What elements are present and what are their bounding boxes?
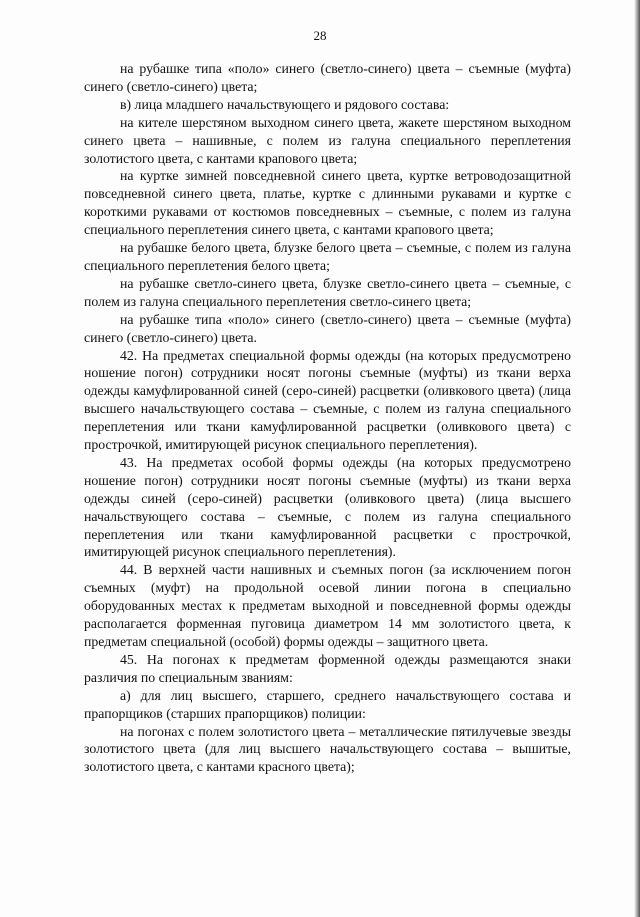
paragraph: 43. На предметах особой формы одежды (на которых предусмотрено ношение погон) сотрудники носят погоны съемные (муфты) из ткани верха одежды синей (серо-синей) расцветки (оливкового цвета) (лица высшего начальствующего состава – съемные, с полем из галуна специального переплетения или ткани камуфлированной расцветки с прострочкой, имитирующей рисунок специального переплетения).: [84, 454, 571, 560]
paragraph: на рубашке белого цвета, блузке белого цвета – съемные, с полем из галуна специального переплетения белого цвета;: [84, 240, 571, 273]
paragraph: в) лица младшего начальствующего и рядового состава:: [120, 96, 450, 112]
paragraph: на рубашке светло-синего цвета, блузке светло-синего цвета – съемные, с полем из галуна специального переплетения светло-синего цвета;: [84, 275, 571, 309]
page-number: 28: [313, 28, 327, 43]
paragraph: 42. На предметах специальной формы одежды (на которых предусмотрено ношение погон) сотрудники носят погоны съемные (муфты) из ткани верха одежды камуфлированной синей (серо-синей) расцветки (оливкового цвета) (лица высшего начальствующего состава – съемные, с полем из галуна специального переплетения или ткани камуфлированной расцветки (оливкового цвета) с прострочкой, имитирующей рисунок специального переплетения).: [84, 347, 571, 453]
document-body: [84, 60, 571, 776]
paragraph: на кителе шерстяном выходном синего цвета, жакете шерстяном выходном синего цвета – нашивные, с полем из галуна специального переплетения золотистого цвета, с кантами крапового цвета;: [84, 114, 571, 166]
paragraph: 44. В верхней части нашивных и съемных погон (за исключением погон съемных (муфт) на продольной осевой линии погона в специально оборудованных местах к предметам выходной и повседневной формы одежды располагается форменная пуговица диаметром 14 мм золотистого цвета, к предметам специальной (особой) формы одежды – защитного цвета.: [84, 562, 571, 649]
paragraph: на рубашке типа «поло» синего (светло-синего) цвета – съемные (муфта) синего (светло-синего) цвета.: [84, 311, 571, 345]
paragraph: на куртке зимней повседневной синего цвета, куртке ветроводозащитной повседневной синего цвета, платье, куртке с длинными рукавами и куртке с короткими рукавами от костюмов повседневных – съемные, с полем из галуна специального переплетения синего цвета, с кантами крапового цвета;: [84, 168, 571, 238]
paragraph: 45. На погонах к предметам форменной одежды размещаются знаки различия по специальным званиям:: [84, 651, 571, 685]
scan-edge-shadow: [634, 0, 640, 917]
paragraph: а) для лиц высшего, старшего, среднего начальствующего состава и прапорщиков (старших прапорщиков) полиции:: [84, 687, 571, 721]
paragraph: на погонах с полем золотистого цвета – металлические пятилучевые звезды золотистого цвета (для лиц высшего начальствующего состава – вышитые, золотистого цвета, с кантами красного цвета);: [84, 723, 571, 775]
paragraph: на рубашке типа «поло» синего (светло-синего) цвета – съемные (муфта) синего (светло-синего) цвета;: [84, 61, 571, 94]
